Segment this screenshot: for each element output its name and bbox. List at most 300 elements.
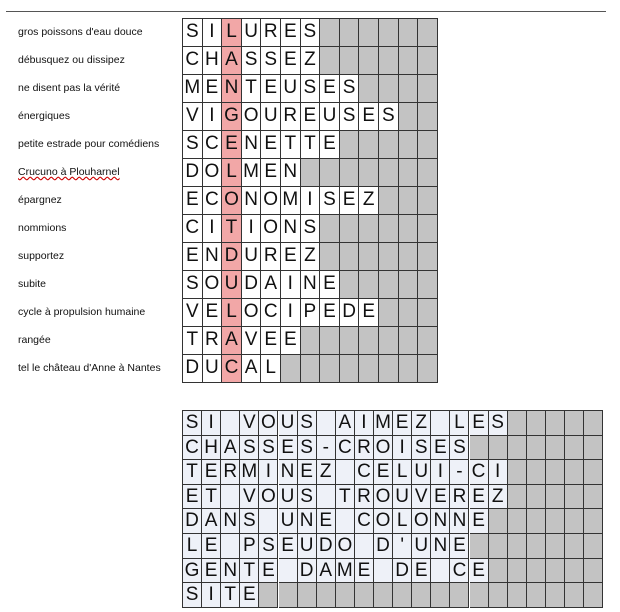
message-cell[interactable] — [393, 534, 412, 559]
cell-letter: E — [323, 301, 336, 322]
crossword-cell — [379, 187, 399, 215]
message-cell — [584, 411, 603, 436]
cell-letter: R — [452, 485, 467, 507]
message-cell — [584, 559, 603, 584]
message-cell[interactable] — [202, 509, 221, 534]
cell-letter: E — [264, 133, 278, 154]
crossword-cell[interactable] — [183, 131, 203, 159]
crossword-cell[interactable] — [281, 19, 301, 47]
crossword-cell[interactable] — [301, 103, 321, 131]
cell-letter: E — [204, 461, 218, 483]
message-cell[interactable] — [374, 460, 393, 485]
message-cell[interactable] — [412, 411, 431, 436]
crossword-cell[interactable] — [183, 327, 203, 355]
crossword-cell[interactable] — [242, 355, 262, 383]
message-cell[interactable] — [450, 460, 469, 485]
clue-6[interactable]: Crucuno à Plouharnel — [18, 166, 120, 178]
cell-letter: C — [357, 510, 371, 532]
crossword-cell[interactable] — [261, 19, 281, 47]
message-cell[interactable] — [240, 411, 259, 436]
crossword-cell[interactable] — [281, 299, 301, 327]
message-cell[interactable] — [259, 534, 278, 559]
crossword-cell[interactable] — [203, 187, 223, 215]
crossword-cell[interactable] — [242, 243, 262, 271]
crossword-cell[interactable] — [261, 355, 281, 383]
message-cell — [221, 485, 240, 510]
crossword-cell[interactable] — [301, 215, 321, 243]
cell-letter: U — [244, 21, 258, 42]
message-cell[interactable] — [374, 411, 393, 436]
message-cell[interactable] — [240, 583, 259, 608]
crossword-cell[interactable] — [242, 131, 262, 159]
cell-letter: L — [396, 510, 408, 532]
message-cell[interactable] — [470, 559, 489, 584]
crossword-cell[interactable] — [203, 215, 223, 243]
cell-letter: I — [248, 217, 254, 238]
message-cell[interactable] — [279, 534, 298, 559]
message-cell[interactable] — [336, 559, 355, 584]
message-cell[interactable] — [450, 509, 469, 534]
crossword-cell[interactable] — [340, 75, 360, 103]
message-cell[interactable] — [279, 460, 298, 485]
cell-letter: L — [265, 357, 276, 378]
message-cell[interactable] — [298, 559, 317, 584]
message-cell[interactable] — [450, 436, 469, 461]
crossword-cell[interactable] — [183, 47, 203, 75]
message-cell[interactable] — [336, 485, 355, 510]
message-cell[interactable] — [470, 509, 489, 534]
crossword-cell[interactable] — [301, 299, 321, 327]
crossword-cell[interactable] — [222, 243, 242, 271]
crossword-cell[interactable] — [359, 299, 379, 327]
message-cell[interactable] — [279, 411, 298, 436]
crossword-cell[interactable] — [320, 187, 340, 215]
crossword-cell[interactable] — [301, 271, 321, 299]
message-cell[interactable] — [412, 534, 431, 559]
cell-letter: S — [300, 436, 313, 458]
crossword-cell — [399, 187, 419, 215]
cell-letter: E — [472, 412, 485, 433]
cell-letter: T — [225, 217, 238, 238]
crossword-cell — [399, 103, 419, 131]
cell-letter: D — [244, 273, 258, 294]
message-cell[interactable] — [412, 509, 431, 534]
crossword-cell[interactable] — [203, 355, 223, 383]
crossword-cell[interactable] — [242, 47, 262, 75]
message-cell[interactable] — [259, 485, 278, 510]
cell-letter: T — [186, 461, 198, 483]
message-cell[interactable] — [240, 460, 259, 485]
crossword-cell[interactable] — [340, 187, 360, 215]
crossword-cell — [399, 47, 419, 75]
message-cell[interactable] — [240, 509, 259, 534]
crossword-cell[interactable] — [281, 327, 301, 355]
crossword-cell[interactable] — [301, 243, 321, 271]
crossword-cell[interactable] — [183, 355, 203, 383]
message-cell[interactable] — [412, 559, 431, 584]
cell-letter: E — [472, 510, 485, 532]
message-cell — [527, 436, 546, 461]
message-cell[interactable] — [336, 411, 355, 436]
crossword-cell[interactable] — [261, 271, 281, 299]
cell-letter: S — [300, 412, 313, 433]
crossword-cell[interactable] — [261, 47, 281, 75]
crossword-cell[interactable] — [203, 19, 223, 47]
crossword-cell[interactable] — [281, 131, 301, 159]
message-cell[interactable] — [259, 436, 278, 461]
crossword-cell[interactable] — [203, 243, 223, 271]
message-cell[interactable] — [450, 559, 469, 584]
crossword-cell[interactable] — [281, 187, 301, 215]
message-cell[interactable] — [450, 411, 469, 436]
crossword-cell[interactable] — [183, 187, 203, 215]
message-cell[interactable] — [393, 559, 412, 584]
cell-letter: I — [307, 189, 313, 210]
message-cell[interactable] — [279, 485, 298, 510]
message-cell[interactable] — [183, 460, 202, 485]
cell-letter: N — [283, 161, 298, 182]
cell-letter: C — [471, 461, 486, 483]
crossword-cell[interactable] — [183, 103, 203, 131]
message-cell[interactable] — [202, 485, 221, 510]
message-cell[interactable] — [240, 485, 259, 510]
crossword-cell[interactable] — [203, 159, 223, 187]
cell-letter: D — [395, 559, 409, 581]
crossword-cell[interactable] — [301, 47, 321, 75]
message-cell[interactable] — [279, 436, 298, 461]
crossword-cell[interactable] — [301, 75, 321, 103]
crossword-cell[interactable] — [281, 159, 301, 187]
message-cell[interactable] — [259, 460, 278, 485]
clue-12: rangée — [18, 334, 51, 346]
crossword-cell[interactable] — [242, 187, 262, 215]
cell-letter: O — [261, 412, 276, 433]
cell-letter: E — [185, 485, 199, 507]
cell-letter: E — [205, 77, 219, 98]
message-cell — [527, 460, 546, 485]
crossword-cell[interactable] — [222, 299, 242, 327]
crossword-cell[interactable] — [261, 159, 281, 187]
crossword-cell — [301, 327, 321, 355]
message-cell[interactable] — [317, 509, 336, 534]
cell-letter: E — [283, 21, 297, 42]
message-cell — [336, 460, 355, 485]
crossword-cell[interactable] — [281, 47, 301, 75]
message-cell[interactable] — [240, 436, 259, 461]
message-cell — [489, 559, 508, 584]
message-cell[interactable] — [336, 534, 355, 559]
message-cell — [508, 559, 527, 584]
message-cell[interactable] — [221, 460, 240, 485]
cell-letter: T — [339, 485, 351, 507]
message-cell[interactable] — [431, 436, 450, 461]
message-cell[interactable] — [298, 485, 317, 510]
cell-letter: I — [287, 273, 293, 294]
cell-letter: S — [244, 49, 258, 70]
crossword-cell[interactable] — [183, 215, 203, 243]
message-cell[interactable] — [355, 460, 374, 485]
message-cell[interactable] — [450, 485, 469, 510]
cell-letter: C — [337, 436, 352, 458]
message-cell[interactable] — [298, 509, 317, 534]
cell-letter: S — [491, 412, 504, 433]
crossword-cell — [359, 75, 379, 103]
message-cell[interactable] — [393, 436, 412, 461]
message-cell[interactable] — [298, 436, 317, 461]
crossword-cell — [418, 103, 438, 131]
crossword-cell[interactable] — [183, 243, 203, 271]
crossword-cell — [359, 327, 379, 355]
message-cell — [374, 583, 393, 608]
message-cell — [336, 509, 355, 534]
crossword-cell[interactable] — [183, 159, 203, 187]
message-cell — [565, 509, 584, 534]
message-cell — [412, 583, 431, 608]
message-cell[interactable] — [489, 411, 508, 436]
message-cell[interactable] — [374, 509, 393, 534]
crossword-cell[interactable] — [379, 103, 399, 131]
message-cell[interactable] — [298, 534, 317, 559]
message-cell[interactable] — [298, 411, 317, 436]
crossword-cell — [379, 75, 399, 103]
message-cell[interactable] — [183, 583, 202, 608]
crossword-cell[interactable] — [222, 103, 242, 131]
message-cell[interactable] — [317, 559, 336, 584]
cell-letter: E — [434, 485, 447, 507]
message-cell — [279, 583, 298, 608]
cell-letter: V — [243, 485, 256, 507]
cell-letter: Z — [362, 189, 375, 210]
message-cell[interactable] — [489, 460, 508, 485]
message-cell[interactable] — [240, 534, 259, 559]
cell-letter: V — [185, 301, 199, 322]
cell-letter: I — [208, 412, 214, 433]
message-cell — [355, 534, 374, 559]
crossword-cell — [359, 271, 379, 299]
crossword-cell[interactable] — [222, 131, 242, 159]
message-cell[interactable] — [470, 460, 489, 485]
message-cell[interactable] — [355, 411, 374, 436]
cell-letter: S — [185, 21, 199, 42]
crossword-cell[interactable] — [242, 19, 262, 47]
crossword-cell[interactable] — [281, 243, 301, 271]
message-cell[interactable] — [183, 436, 202, 461]
message-cell[interactable] — [221, 583, 240, 608]
crossword-cell[interactable] — [222, 75, 242, 103]
crossword-cell — [340, 131, 360, 159]
cell-letter: C — [185, 217, 200, 238]
crossword-cell — [399, 355, 419, 383]
crossword-cell[interactable] — [320, 131, 340, 159]
message-cell[interactable] — [355, 509, 374, 534]
crossword-cell — [379, 327, 399, 355]
message-cell[interactable] — [412, 436, 431, 461]
message-cell[interactable] — [259, 411, 278, 436]
crossword-cell[interactable] — [203, 103, 223, 131]
message-cell — [355, 583, 374, 608]
cell-letter: O — [375, 436, 391, 458]
crossword-cell[interactable] — [359, 103, 379, 131]
crossword-cell[interactable] — [261, 187, 281, 215]
crossword-cell[interactable] — [261, 131, 281, 159]
crossword-cell[interactable] — [222, 327, 242, 355]
crossword-cell[interactable] — [203, 299, 223, 327]
cell-letter: P — [243, 535, 256, 556]
crossword-cell[interactable] — [183, 299, 203, 327]
crossword-cell[interactable] — [261, 75, 281, 103]
crossword-cell[interactable] — [183, 75, 203, 103]
message-cell[interactable] — [431, 509, 450, 534]
crossword-cell[interactable] — [340, 299, 360, 327]
clue-13: tel le château d'Anne à Nantes — [18, 362, 161, 374]
crossword-cell[interactable] — [222, 271, 242, 299]
cell-letter: E — [323, 77, 336, 98]
message-cell — [489, 534, 508, 559]
crossword-cell[interactable] — [222, 19, 242, 47]
crossword-cell[interactable] — [222, 355, 242, 383]
crossword-cell[interactable] — [320, 103, 340, 131]
message-cell[interactable] — [317, 534, 336, 559]
crossword-cell[interactable] — [261, 327, 281, 355]
crossword-cell[interactable] — [242, 299, 262, 327]
message-cell[interactable] — [240, 559, 259, 584]
clue-11: cycle à propulsion humaine — [18, 306, 146, 318]
message-cell[interactable] — [298, 460, 317, 485]
crossword-cell[interactable] — [261, 299, 281, 327]
message-cell[interactable] — [431, 534, 450, 559]
message-cell[interactable] — [431, 460, 450, 485]
message-cell[interactable] — [221, 436, 240, 461]
crossword-cell — [340, 243, 360, 271]
message-cell — [527, 411, 546, 436]
message-cell[interactable] — [279, 509, 298, 534]
crossword-cell[interactable] — [203, 327, 223, 355]
message-cell[interactable] — [450, 534, 469, 559]
crossword-cell[interactable] — [281, 215, 301, 243]
crossword-cell[interactable] — [242, 215, 262, 243]
crossword-cell[interactable] — [183, 19, 203, 47]
crossword-cell[interactable] — [281, 271, 301, 299]
message-cell[interactable] — [221, 559, 240, 584]
crossword-cell[interactable] — [301, 187, 321, 215]
crossword-cell[interactable] — [203, 131, 223, 159]
crossword-cell[interactable] — [183, 271, 203, 299]
crossword-cell[interactable] — [203, 47, 223, 75]
crossword-cell[interactable] — [203, 75, 223, 103]
cell-letter: E — [185, 189, 199, 210]
message-cell[interactable] — [202, 460, 221, 485]
message-cell — [527, 534, 546, 559]
message-cell[interactable] — [355, 485, 374, 510]
crossword-cell[interactable] — [242, 327, 262, 355]
message-cell[interactable] — [355, 436, 374, 461]
crossword-cell[interactable] — [242, 103, 262, 131]
cell-letter: S — [342, 105, 356, 126]
cell-letter: T — [186, 329, 199, 350]
message-cell[interactable] — [393, 485, 412, 510]
crossword-cell — [418, 243, 438, 271]
crossword-cell[interactable] — [359, 187, 379, 215]
message-cell[interactable] — [202, 436, 221, 461]
crossword-cell[interactable] — [340, 103, 360, 131]
cell-letter: A — [319, 559, 333, 581]
crossword-cell[interactable] — [301, 19, 321, 47]
cell-letter: T — [205, 485, 217, 507]
message-cell[interactable] — [221, 509, 240, 534]
crossword-cell[interactable] — [242, 159, 262, 187]
cell-letter: E — [283, 329, 297, 350]
cell-letter: V — [185, 105, 199, 126]
crossword-cell[interactable] — [281, 103, 301, 131]
message-cell[interactable] — [374, 534, 393, 559]
crossword-cell[interactable] — [320, 299, 340, 327]
message-cell[interactable] — [489, 485, 508, 510]
message-cell[interactable] — [431, 485, 450, 510]
cell-letter: C — [185, 49, 200, 70]
message-cell[interactable] — [202, 559, 221, 584]
crossword-cell[interactable] — [222, 187, 242, 215]
crossword-cell[interactable] — [222, 159, 242, 187]
crossword-cell[interactable] — [242, 271, 262, 299]
message-cell[interactable] — [374, 485, 393, 510]
crossword-cell[interactable] — [261, 103, 281, 131]
crossword-cell[interactable] — [261, 243, 281, 271]
crossword-cell[interactable] — [281, 75, 301, 103]
cell-letter: D — [185, 357, 200, 378]
cell-letter: A — [244, 357, 258, 378]
cell-letter: I — [399, 436, 405, 458]
cell-letter: E — [281, 436, 294, 458]
cell-letter: N — [223, 559, 238, 581]
message-cell[interactable] — [183, 485, 202, 510]
message-cell[interactable] — [393, 460, 412, 485]
message-cell[interactable] — [374, 436, 393, 461]
crossword-cell — [359, 243, 379, 271]
cell-letter: D — [224, 245, 239, 266]
crossword-cell[interactable] — [203, 271, 223, 299]
message-cell[interactable] — [470, 411, 489, 436]
crossword-cell[interactable] — [320, 75, 340, 103]
message-cell[interactable] — [470, 485, 489, 510]
message-cell[interactable] — [202, 411, 221, 436]
message-cell[interactable] — [183, 559, 202, 584]
cell-letter: A — [225, 49, 238, 70]
message-cell[interactable] — [259, 559, 278, 584]
crossword-cell[interactable] — [222, 215, 242, 243]
crossword-cell — [379, 355, 399, 383]
message-cell[interactable] — [183, 411, 202, 436]
crossword-cell[interactable] — [320, 271, 340, 299]
cell-letter: U — [299, 535, 314, 556]
message-cell[interactable] — [412, 485, 431, 510]
message-cell[interactable] — [183, 509, 202, 534]
message-cell[interactable] — [412, 460, 431, 485]
crossword-cell[interactable] — [222, 47, 242, 75]
crossword-cell[interactable] — [242, 75, 262, 103]
crossword-cell[interactable] — [301, 131, 321, 159]
message-cell[interactable] — [202, 534, 221, 559]
message-cell[interactable] — [183, 534, 202, 559]
message-cell[interactable] — [202, 583, 221, 608]
crossword-cell[interactable] — [261, 215, 281, 243]
message-cell[interactable] — [355, 559, 374, 584]
message-cell[interactable] — [317, 436, 336, 461]
message-cell[interactable] — [393, 509, 412, 534]
message-cell[interactable] — [317, 460, 336, 485]
message-cell[interactable] — [336, 436, 355, 461]
cell-letter: G — [184, 559, 200, 581]
message-cell[interactable] — [393, 411, 412, 436]
